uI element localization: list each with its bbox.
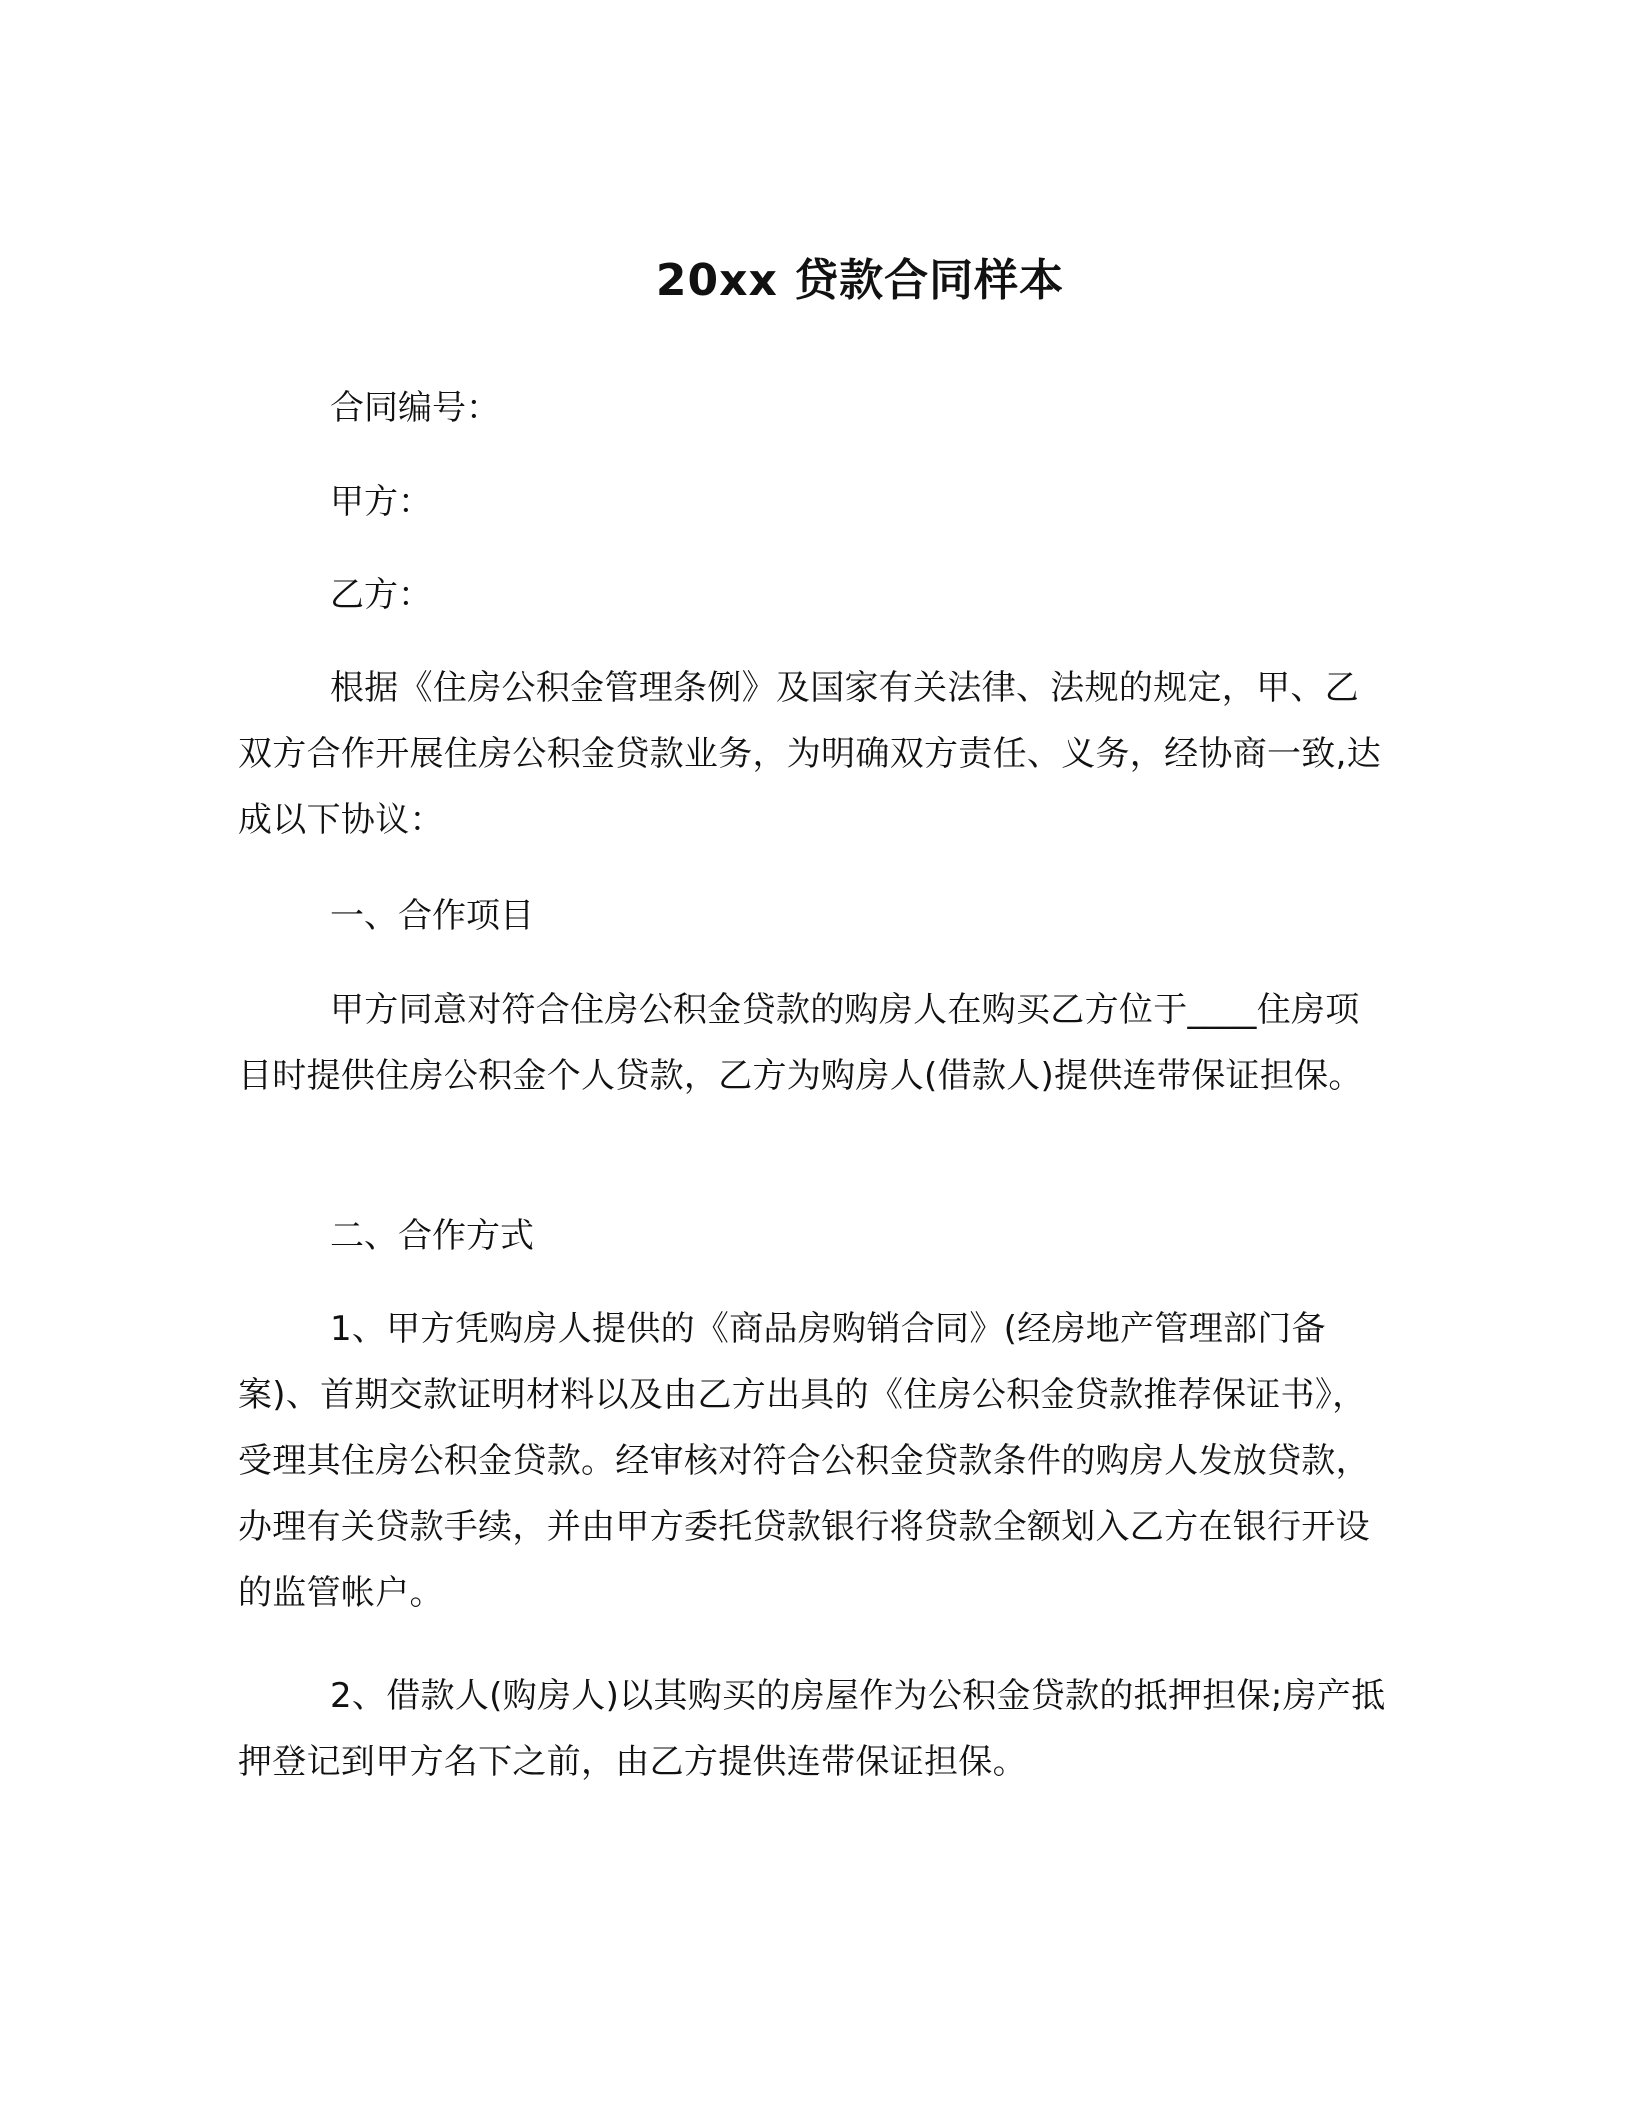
section-2-item-1: 1、甲方凭购房人提供的《商品房购销合同》(经房地产管理部门备案)、首期交款证明材料以及由乙方出具的《住房公积金贷款推荐保证书》，受理其住房公积金贷款。经审核对符合公积金贷款条件的购房人发放贷款，办理有关贷款手续，并由甲方委托贷款银行将贷款全额划入乙方在银行开设的监管帐户。 bbox=[238, 1309, 1370, 1613]
party-b-label: 乙方： bbox=[330, 575, 432, 615]
contract-number-label: 合同编号： bbox=[330, 388, 500, 428]
party-a-label: 甲方： bbox=[330, 482, 432, 522]
intro-paragraph: 根据《住房公积金管理条例》及国家有关法律、法规的规定，甲、乙双方合作开展住房公积金贷款业务，为明确双方责任、义务，经协商一致,达成以下协议： bbox=[238, 668, 1382, 840]
section-1-heading: 一、合作项目 bbox=[330, 896, 534, 936]
section-1-body: 甲方同意对符合住房公积金贷款的购房人在购买乙方位于____住房项目时提供住房公积金个人贷款，乙方为购房人(借款人)提供连带保证担保。 bbox=[238, 990, 1363, 1096]
document-title: 20xx 贷款合同样本 bbox=[655, 255, 1065, 307]
section-2-heading: 二、合作方式 bbox=[330, 1216, 534, 1256]
section-2-item-2: 2、借款人(购房人)以其购买的房屋作为公积金贷款的抵押担保;房产抵押登记到甲方名下之前，由乙方提供连带保证担保。 bbox=[238, 1676, 1386, 1782]
